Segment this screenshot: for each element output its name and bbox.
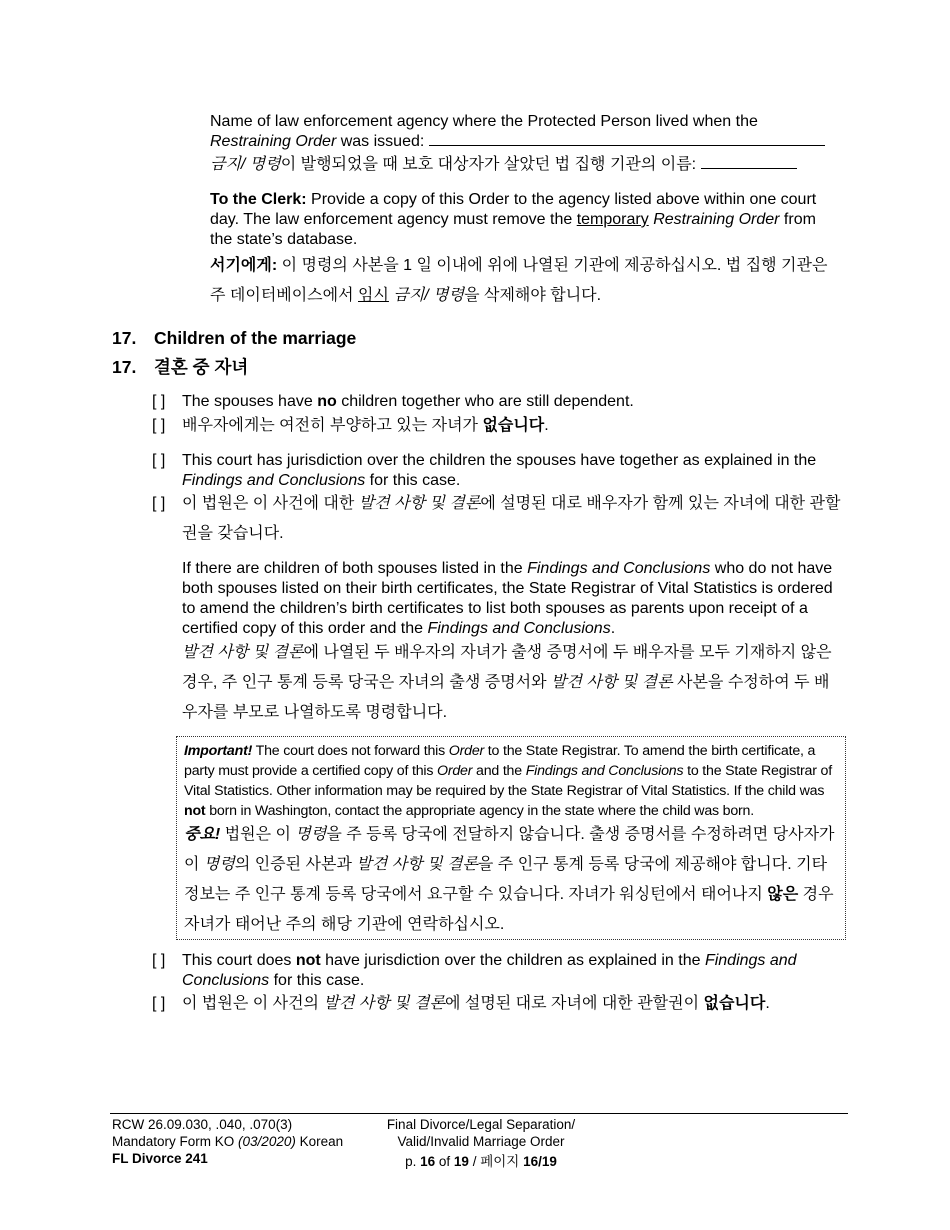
important-notice-box xyxy=(176,736,846,940)
option-no-children-ko: [ ] 배우자에게는 여전히 부양하고 있는 자녀가 없습니다. xyxy=(152,411,842,441)
option-no-children-en: [ ] The spouses have no children together who are still dependent. xyxy=(152,393,634,410)
option-has-jurisdiction-en: [ ] This court has jurisdiction over the children the spouses have together as explained in the Findings and Conclusions for this case. xyxy=(152,452,817,489)
important-notice-en: Important! The court does not forward this Order to the State Registrar. To amend the birth certificate, a party must provide a certified copy of this Order and the Findings and Conclusions to the State Registrar of Vital Statistics. Other information may be required by the State Registrar of Vital Statistics. If the child was not born in Washington, contact the appropriate agency in the state where the child was born. xyxy=(184,743,832,819)
clerk-instruction-en: To the Clerk: Provide a copy of this Order to the agency listed above within one court day. The law enforcement agency must remove the temporary Restraining Order from the state’s database. xyxy=(210,191,817,248)
footer-form-title: Final Divorce/Legal Separation/ Valid/Invalid Marriage Order p. 16 of 19 / 페이지 16/19 xyxy=(384,1116,578,1170)
footer-divider xyxy=(110,1113,848,1114)
footer-form-id: FL Divorce 241 xyxy=(112,1151,208,1166)
agency-name-blank-ko[interactable] xyxy=(701,168,797,169)
birth-certificate-ko: 발견 사항 및 결론에 나열된 두 배우자의 자녀가 출생 증명서에 두 배우자를 모두 기재하지 않은 경우, 주 인구 통계 등록 당국은 자녀의 출생 증명서와 발견 사항 및 결론 사본을 수정하여 두 배우자를 부모로 나열하도록 명령합니다. xyxy=(182,644,832,721)
checkbox-no-jurisdiction-ko[interactable]: [ ] xyxy=(152,995,166,1012)
clerk-instruction-ko: 서기에게: 이 명령의 사본을 1 일 이내에 위에 나열된 기관에 제공하십시오. 법 집행 기관은 주 데이터베이스에서 임시 금지/ 명령을 삭제해야 합니다. xyxy=(210,257,828,304)
clerk-instruction xyxy=(210,190,840,311)
checkbox-has-jurisdiction-ko[interactable]: [ ] xyxy=(152,495,166,512)
option-no-jurisdiction-ko: [ ] 이 법원은 이 사건의 발견 사항 및 결론에 설명된 대로 자녀에 대한 관할권이 없습니다. xyxy=(152,989,842,1019)
agency-name-en: Name of law enforcement agency where the Protected Person lived when the Restraining Order was issued: xyxy=(210,112,840,152)
birth-certificate-paragraph xyxy=(152,559,842,728)
checkbox-no-jurisdiction[interactable]: [ ] xyxy=(152,952,166,969)
footer-form-info xyxy=(112,1116,343,1167)
footer-page-number: p. 16 of 19 / 페이지 16/19 xyxy=(405,1154,557,1169)
option-no-jurisdiction-en: [ ] This court does not have jurisdiction over the children as explained in the Findings and Conclusions for this case. xyxy=(152,952,797,989)
footer-rcw: RCW 26.09.030, .040, .070(3) xyxy=(112,1117,293,1132)
agency-name-block xyxy=(210,112,840,180)
important-notice-ko: 중요! 법원은 이 명령을 주 등록 당국에 전달하지 않습니다. 출생 증명서를 수정하려면 당사자가 이 명령의 인증된 사본과 발견 사항 및 결론을 주 인구 통계 등록 당국에 제공해야 합니다. 기타 정보는 주 인구 통계 등록 당국에서 요구할 수 있습니다. 자녀가 워싱턴에서 태어나지 않은 경우 자녀가 태어난 주의 해당 기관에 연락하십시오. xyxy=(184,826,835,933)
checkbox-no-children-ko[interactable]: [ ] xyxy=(152,417,166,434)
checkbox-has-jurisdiction[interactable]: [ ] xyxy=(152,452,166,469)
agency-name-blank-en[interactable] xyxy=(429,145,825,146)
option-has-jurisdiction-ko: [ ] 이 법원은 이 사건에 대한 발견 사항 및 결론에 설명된 대로 배우자가 함께 있는 자녀에 대한 관할권을 갖습니다. xyxy=(152,489,842,549)
agency-name-ko: 금지/ 명령이 발행되었을 때 보호 대상자가 살았던 법 집행 기관의 이름: xyxy=(210,150,840,180)
section-heading-en: 17. Children of the marriage xyxy=(112,328,357,348)
birth-certificate-en: If there are children of both spouses listed in the Findings and Conclusions who do not have both spouses listed on their birth certificates, the State Registrar of Vital Statistics is ordered to amend the children’s birth certificates to list both spouses as parents upon receipt of a certified copy of this order and the Findings and Conclusions. xyxy=(182,560,833,637)
checkbox-no-children[interactable]: [ ] xyxy=(152,393,166,410)
section-heading-ko: 17. 결혼 중 자녀 xyxy=(112,357,249,377)
footer-form-version: Mandatory Form KO (03/2020) Korean xyxy=(112,1134,344,1149)
